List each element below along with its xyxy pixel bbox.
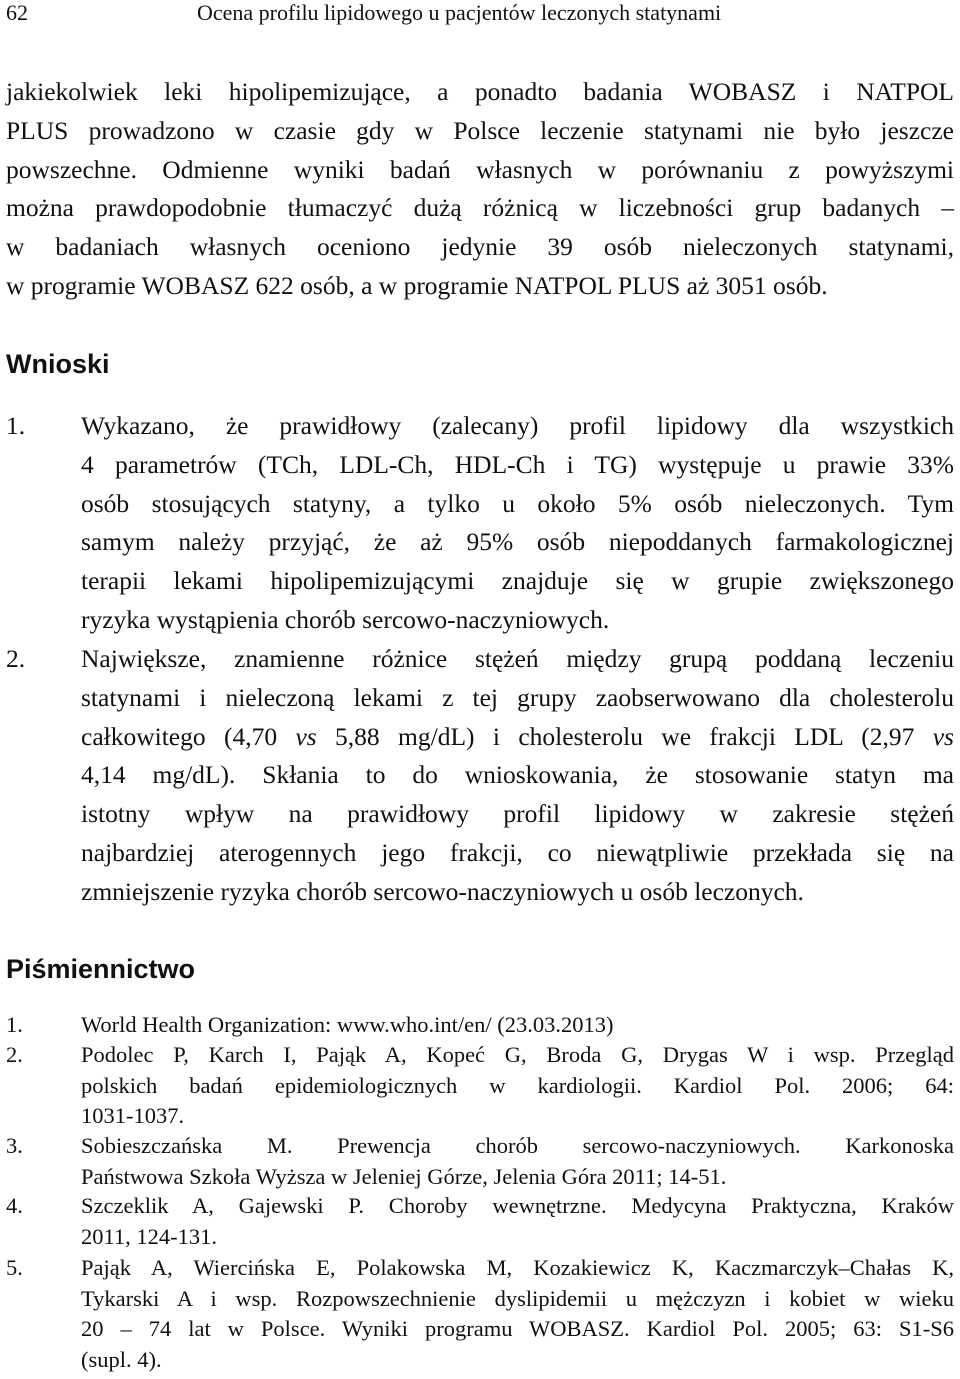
conclusion-line: Wykazano, że prawidłowy (zalecany) profil lipidowy dla wszystkich	[81, 411, 954, 440]
paragraph-line: w programie WOBASZ 622 osób, a w programie NATPOL PLUS aż 3051 osób.	[6, 270, 828, 300]
conclusion-line: statynami i nieleczoną lekami z tej grupy zaobserwowano dla cholesterolu	[81, 682, 954, 712]
reference-text	[81, 1010, 954, 1041]
conclusion-line: zmniejszenie ryzyka chorób sercowo-naczyniowych u osób leczonych.	[81, 876, 804, 906]
conclusion-line: ryzyka wystąpienia chorób sercowo-naczyniowych.	[81, 604, 610, 634]
reference-line: World Health Organization: www.who.int/en/ (23.03.2013)	[81, 1012, 614, 1037]
running-title: Ocena profilu lipidowego u pacjentów leczonych statynami	[197, 0, 722, 25]
reference-line: Tykarski A i wsp. Rozpowszechnienie dyslipidemii u mężczyzn i kobiet w wieku	[81, 1285, 954, 1311]
reference-text	[81, 1040, 954, 1132]
conclusion-line: całkowitego (4,70 vs 5,88 mg/dL) i cholesterolu we frakcji LDL (2,97 vs	[81, 721, 954, 751]
paragraph-line: PLUS prowadzono w czasie gdy w Polsce leczenie statynami nie było jeszcze	[6, 115, 954, 145]
section-heading-conclusions: Wnioski	[6, 349, 110, 379]
conclusion-line: 4 parametrów (TCh, LDL-Ch, HDL-Ch i TG) występuje u prawie 33%	[81, 449, 954, 479]
reference-text	[81, 1131, 954, 1192]
conclusion-number: 2.	[6, 644, 26, 673]
reference-line: Pająk A, Wiercińska E, Polakowska M, Kozakiewicz K, Kaczmarczyk–Chałas K,	[81, 1255, 954, 1280]
reference-line: Sobieszczańska M. Prewencja chorób sercowo-naczyniowych. Karkonoska	[81, 1133, 954, 1158]
reference-line: 2011, 124-131.	[81, 1223, 218, 1249]
intro-paragraph	[6, 73, 954, 306]
paragraph-line: jakiekolwiek leki hipolipemizujące, a ponadto badania WOBASZ i NATPOL	[6, 77, 954, 106]
reference-line: 1031-1037.	[81, 1103, 185, 1128]
conclusion-text	[81, 640, 954, 912]
reference-line: 20 – 74 lat w Polsce. Wyniki programu WOBASZ. Kardiol Pol. 2005; 63: S1-S6	[81, 1316, 954, 1341]
page-number: 62	[6, 0, 28, 25]
reference-line: Państwowa Szkoła Wyższa w Jeleniej Górze, Jelenia Góra 2011; 14-51.	[81, 1163, 727, 1189]
conclusion-line: Największe, znamienne różnice stężeń między grupą poddaną leczeniu	[81, 644, 954, 673]
paragraph-line: w badaniach własnych oceniono jedynie 39 osób nieleczonych statynami,	[6, 232, 954, 262]
running-header	[6, 0, 954, 26]
reference-number: 3.	[6, 1133, 23, 1158]
conclusion-number: 1.	[6, 411, 26, 440]
section-heading-references: Piśmiennictwo	[6, 954, 196, 984]
conclusion-line: 4,14 mg/dL). Skłania to do wnioskowania, że stosowanie statyn ma	[81, 760, 954, 790]
reference-line: polskich badań epidemiologicznych w kardiologii. Kardiol Pol. 2006; 64:	[81, 1072, 954, 1098]
reference-number: 5.	[6, 1255, 23, 1280]
reference-text	[81, 1253, 954, 1375]
reference-line: Szczeklik A, Gajewski P. Choroby wewnętrzne. Medycyna Praktyczna, Kraków	[81, 1193, 954, 1218]
conclusion-text	[81, 407, 954, 640]
reference-number: 2.	[6, 1042, 23, 1067]
reference-number: 1.	[6, 1012, 23, 1037]
reference-line: Podolec P, Karch I, Pająk A, Kopeć G, Broda G, Drygas W i wsp. Przegląd	[81, 1042, 954, 1067]
conclusion-line: osób stosujących statyny, a tylko u około 5% osób nieleczonych. Tym	[81, 488, 954, 518]
reference-line: (supl. 4).	[81, 1346, 162, 1372]
reference-text	[81, 1191, 954, 1252]
conclusion-line: terapii lekami hipolipemizującymi znajduje się w grupie zwiększonego	[81, 566, 954, 596]
paragraph-line: powszechne. Odmienne wyniki badań własnych w porównaniu z powyższymi	[6, 154, 954, 184]
conclusion-line: istotny wpływ na prawidłowy profil lipidowy w zakresie stężeń	[81, 799, 954, 829]
conclusion-line: samym należy przyjąć, że aż 95% osób niepoddanych farmakologicznej	[81, 527, 954, 557]
reference-number: 4.	[6, 1193, 23, 1218]
paragraph-line: można prawdopodobnie tłumaczyć dużą różnicą w liczebności grup badanych –	[6, 193, 954, 223]
conclusion-line: najbardziej aterogennych jego frakcji, co niewątpliwie przekłada się na	[81, 837, 954, 867]
